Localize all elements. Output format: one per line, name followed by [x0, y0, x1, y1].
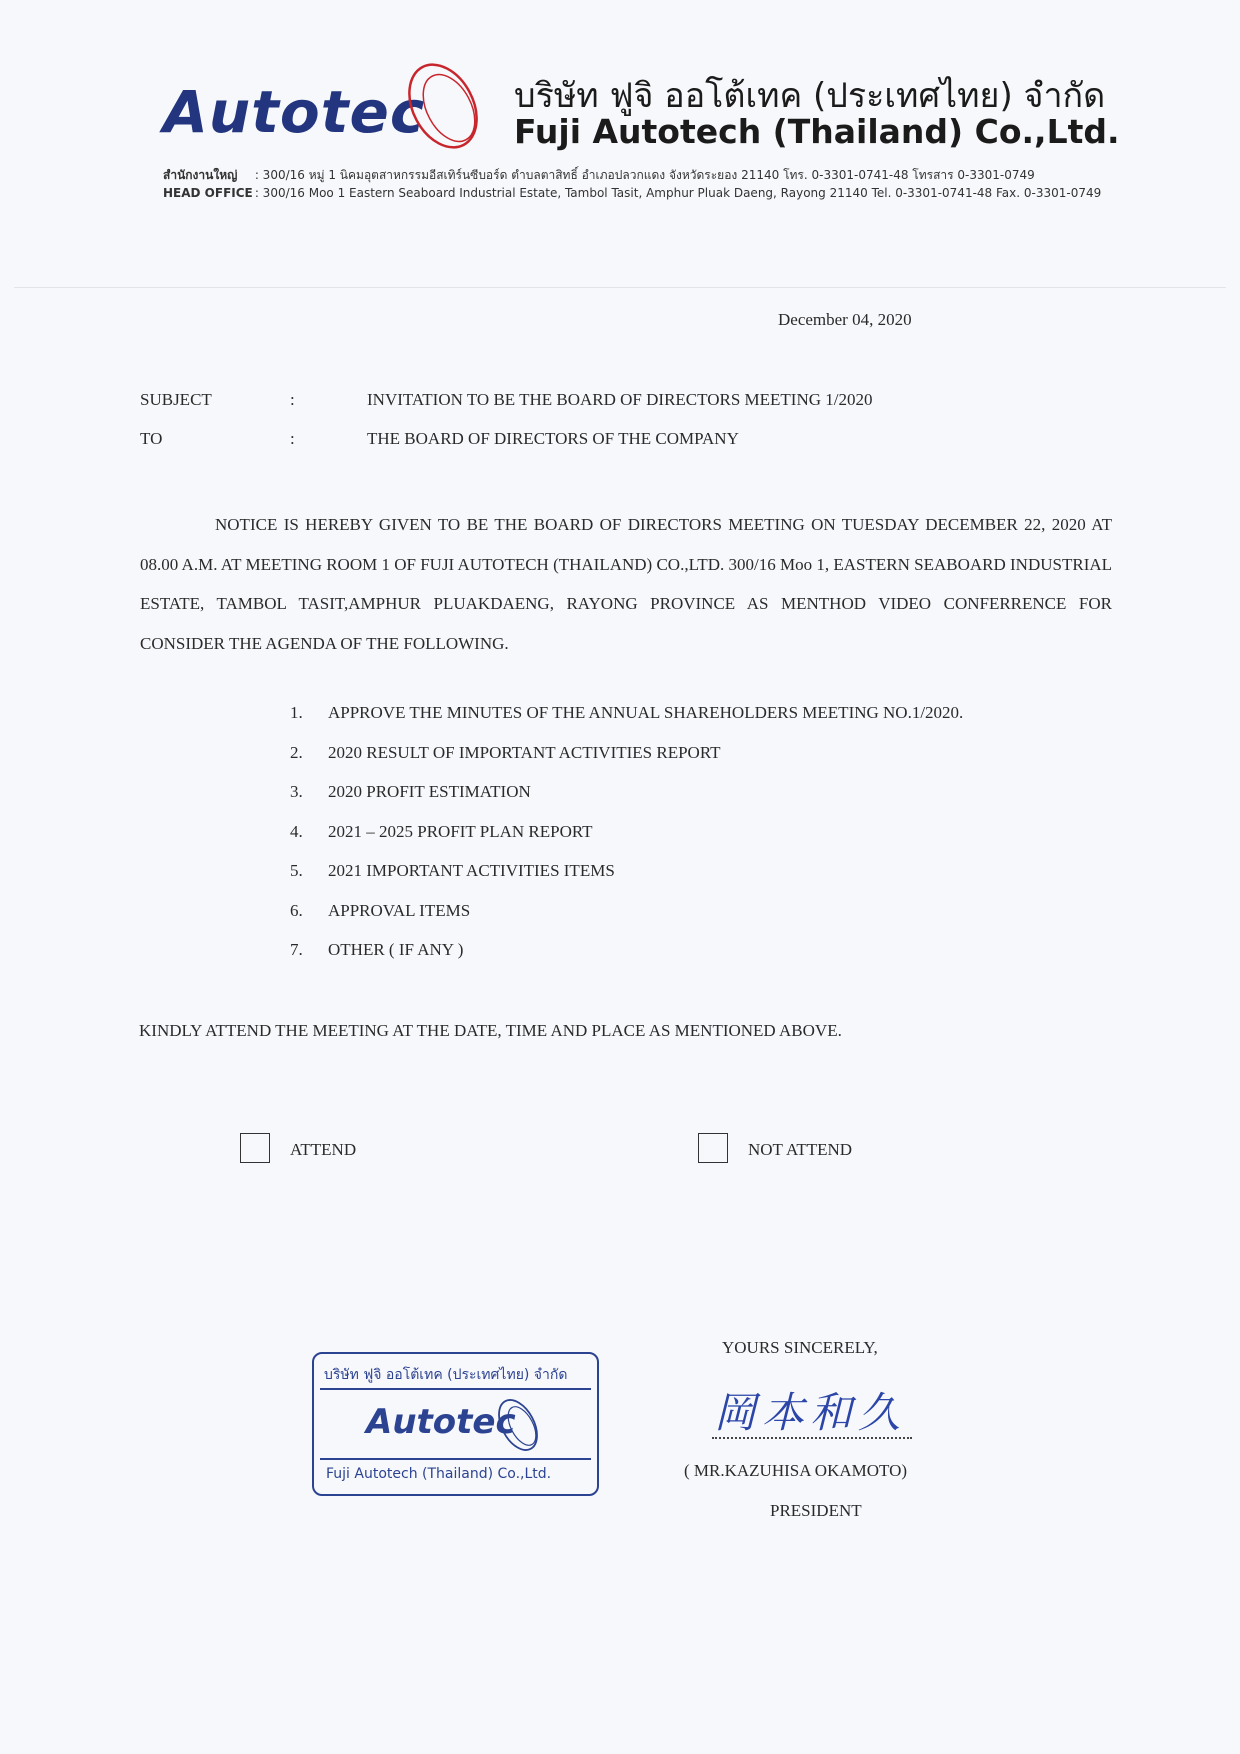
- agenda-item: [290, 940, 963, 980]
- signatory-title: PRESIDENT: [770, 1501, 862, 1520]
- agenda-item-number: 5.: [290, 861, 303, 880]
- stamp-rule: [320, 1458, 591, 1460]
- agenda-item-number: 6.: [290, 900, 303, 920]
- stamp-english-text: Fuji Autotech (Thailand) Co.,Ltd.: [326, 1466, 552, 1482]
- company-name-english: Fuji Autotech (Thailand) Co.,Ltd.: [514, 112, 1120, 151]
- notice-text: NOTICE IS HEREBY GIVEN TO BE THE BOARD OF DIRECTORS MEETING ON TUESDAY DECEMBER 22, 2020 AT 08.00 A.M. AT MEETING ROOM 1 OF FUJI AUTOTECH (THAILAND) CO.,LTD. 300/16 Moo 1, EASTERN SEABOARD INDUSTRIAL ESTATE, TAMBOL TASIT,AMPHUR PLUAKDAENG, RAYONG PROVINCE AS MENTHOD VIDEO CONFERRENCE FOR CONSIDER THE AGENDA OF THE FOLLOWING.: [140, 515, 1113, 653]
- not-attend-label: NOT ATTEND: [748, 1140, 853, 1159]
- stamp-swoosh-icon: [496, 1394, 546, 1456]
- signatory-name: ( MR.KAZUHISA OKAMOTO): [684, 1461, 908, 1480]
- agenda-item: [290, 703, 963, 743]
- agenda-item: [290, 782, 963, 822]
- company-logo: [163, 56, 498, 156]
- to-label: TO: [140, 429, 163, 448]
- logo-swoosh-icon: [403, 56, 498, 156]
- agenda-item-text: 2021 – 2025 PROFIT PLAN REPORT: [328, 821, 593, 841]
- address-thai-label: สำนักงานใหญ่: [163, 168, 238, 182]
- subject-label: SUBJECT: [140, 390, 212, 409]
- address-thai-text: : 300/16 หมู่ 1 นิคมอุตสาหกรรมอีสเทิร์นซีบอร์ด ตำบลตาสิทธิ์ อำเภอปลวกแดง จังหวัดระยอง 21140 โทร. 0-3301-0741-48 โทรสาร 0-3301-0749: [254, 168, 1035, 182]
- agenda-item-number: 7.: [290, 940, 303, 959]
- logo-text: Autotec: [163, 78, 426, 146]
- agenda-item-number: 3.: [290, 782, 303, 801]
- notice-paragraph: [140, 505, 1112, 663]
- not-attend-checkbox[interactable]: [698, 1133, 728, 1163]
- agenda-item-number: 4.: [290, 821, 303, 841]
- stamp-rule: [320, 1388, 591, 1390]
- closing-salutation: YOURS SINCERELY,: [722, 1338, 878, 1357]
- agenda-item: [290, 822, 963, 862]
- attend-checkbox[interactable]: [240, 1133, 270, 1163]
- stamp-logo-text: Autotec: [366, 1402, 516, 1442]
- company-stamp: [312, 1352, 599, 1496]
- kindly-attend-text: KINDLY ATTEND THE MEETING AT THE DATE, TIME AND PLACE AS MENTIONED ABOVE.: [139, 1021, 842, 1040]
- agenda-list: [290, 703, 963, 980]
- agenda-item-text: 2020 PROFIT ESTIMATION: [328, 782, 531, 801]
- signature-line: [712, 1437, 912, 1439]
- letterhead-divider: [14, 287, 1226, 288]
- agenda-item: [290, 743, 963, 783]
- letter-date: December 04, 2020: [778, 310, 912, 329]
- agenda-item: [290, 901, 963, 941]
- to-colon: :: [290, 429, 295, 448]
- agenda-item-text: APPROVAL ITEMS: [328, 900, 471, 920]
- company-name-thai: บริษัท ฟูจิ ออโต้เทค (ประเทศไทย) จำกัด: [514, 76, 1106, 116]
- agenda-item-text: 2020 RESULT OF IMPORTANT ACTIVITIES REPORT: [328, 742, 721, 762]
- stamp-thai-text: บริษัท ฟูจิ ออโต้เทค (ประเทศไทย) จำกัด: [324, 1367, 568, 1383]
- address-eng-text: : 300/16 Moo 1 Eastern Seaboard Industrial Estate, Tambol Tasit, Amphur Pluak Daeng, Rayong 21140 Tel. 0-3301-0741-48 Fax. 0-3301-0749: [254, 186, 1102, 200]
- agenda-item: [290, 861, 963, 901]
- signature: 岡本和久: [714, 1388, 907, 1437]
- subject-text: INVITATION TO BE THE BOARD OF DIRECTORS MEETING 1/2020: [367, 390, 873, 409]
- attend-label: ATTEND: [290, 1140, 357, 1159]
- agenda-item-text: APPROVE THE MINUTES OF THE ANNUAL SHAREHOLDERS MEETING NO.1/2020.: [328, 703, 964, 722]
- agenda-item-text: OTHER ( IF ANY ): [328, 940, 464, 959]
- head-office-address-thai: [163, 166, 1035, 185]
- agenda-item-number: 1.: [290, 703, 303, 722]
- head-office-address-english: [163, 186, 1101, 200]
- address-eng-label: HEAD OFFICE: [163, 186, 253, 200]
- agenda-item-text: 2021 IMPORTANT ACTIVITIES ITEMS: [328, 861, 615, 880]
- to-text: THE BOARD OF DIRECTORS OF THE COMPANY: [367, 429, 739, 448]
- subject-colon: :: [290, 390, 295, 409]
- agenda-item-number: 2.: [290, 742, 303, 762]
